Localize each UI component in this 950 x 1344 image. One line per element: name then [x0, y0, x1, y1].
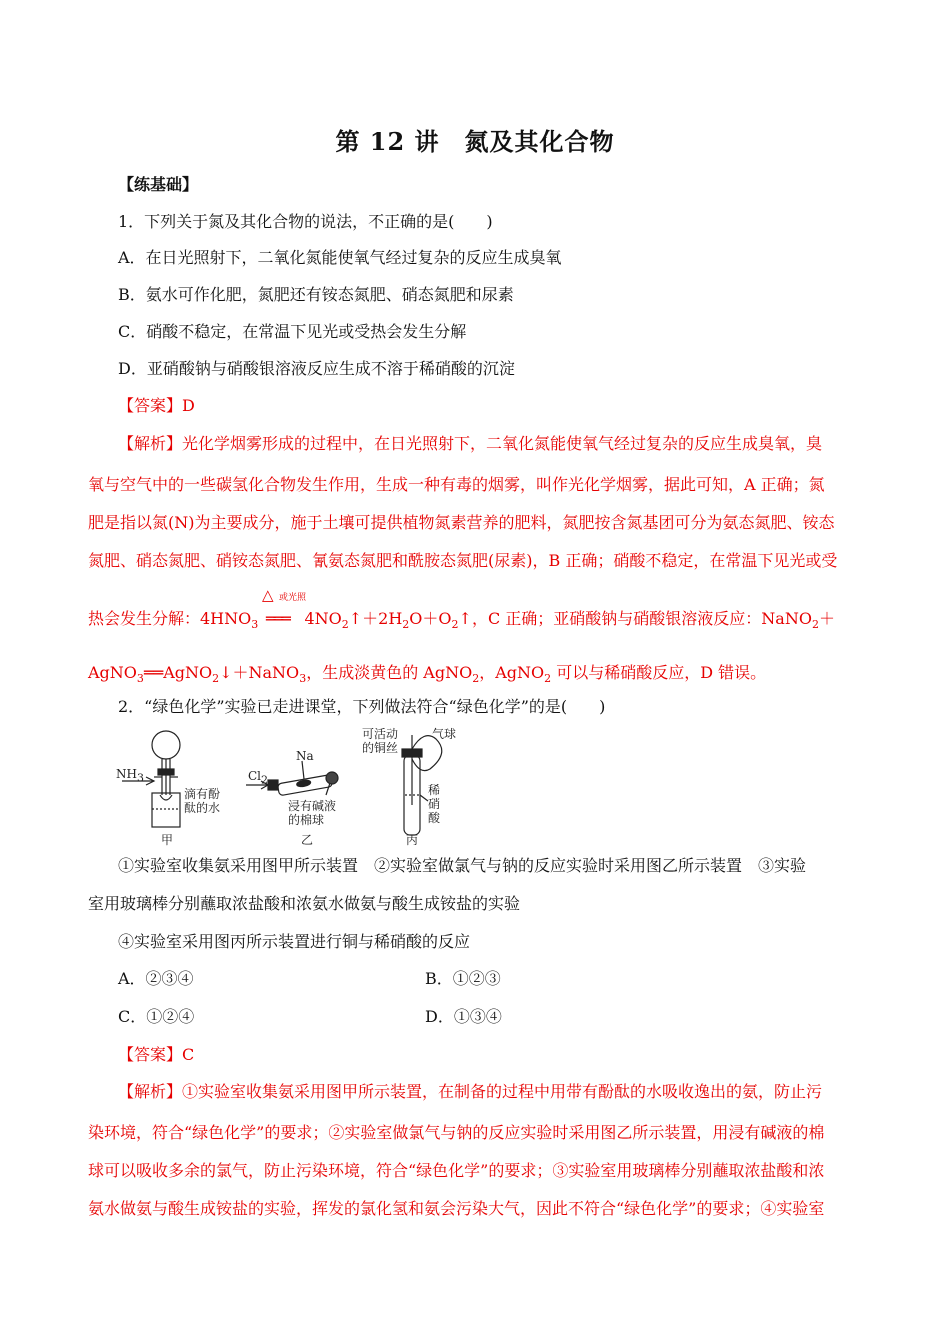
cl2-label: $Cl_2$ [248, 769, 269, 787]
q1-option-a: A．在日光照射下，二氧化氮能使氧气经过复杂的反应生成臭氧 [118, 248, 562, 267]
cotton-label-1: 浸有碱液 [288, 799, 337, 813]
eq-products: $4NO_2↑+2H_2O+O_2↑$ [304, 609, 472, 632]
q2-option-c: C．①②④ [118, 1007, 195, 1026]
q2-statement-2: 室用玻璃棒分别蘸取浓盐酸和浓氨水做氨与酸生成铵盐的实验 [88, 894, 521, 913]
q2-statement-3: ④实验室采用图丙所示装置进行铜与稀硝酸的反应 [118, 932, 471, 951]
eq-prefix: 热会发生分解：4HNO [88, 609, 252, 628]
q2-figure [116, 725, 466, 845]
q1-explanation-line-3: 肥是指以氮(N)为主要成分，施于土壤可提供植物氮素营养的肥料，氮肥按含氮基团可分为氨态氮肥、铵态 [88, 513, 835, 532]
q2-explanation-line-3: 球可以吸收多余的氯气，防止污染环境，符合“绿色化学”的要求；③实验室用玻璃棒分别蘸取浓盐酸和浓 [88, 1161, 825, 1180]
acid-label-3: 酸 [428, 811, 441, 825]
q1-answer: 【答案】D [118, 396, 195, 415]
acid-label-2: 硝 [428, 797, 441, 811]
q2-option-a: A．②③④ [118, 969, 194, 988]
nh3-label: $NH_3$ [116, 767, 144, 785]
acid-label-1: 稀 [428, 783, 441, 797]
eq-sub-3: 3 [251, 618, 259, 632]
q2-answer: 【答案】C [118, 1045, 195, 1064]
phenol-water-label-1: 滴有酚 [184, 787, 221, 801]
eq-rest: ，C 正确；亚硝酸钠与硝酸银溶液反应：NaNO [471, 609, 812, 628]
q2-explanation-line-4: 氨水做氨与酸生成铵盐的实验，挥发的氯化氢和氨会污染大气，因此不符合“绿色化学”的要求；④实验室 [88, 1199, 825, 1218]
q1-stem: 1．下列关于氮及其化合物的说法，不正确的是( ) [118, 212, 493, 231]
balloon-label: 气球 [432, 727, 457, 741]
q2-stem: 2．“绿色化学”实验已走进课堂，下列做法符合“绿色化学”的是( ) [118, 697, 606, 716]
phenol-water-label-2: 酞的水 [184, 801, 221, 815]
page-title: 第 12 讲 氮及其化合物 [335, 127, 615, 156]
q1-equation-line: 热会发生分解：$4HNO_3$ ═══ $4NO_2↑+2H_2O+O_2↑$，C 正确；亚硝酸钠与硝酸银溶液反应：NaNO$_2$＋ [88, 606, 868, 631]
heat-triangle-icon: △ [262, 586, 274, 604]
section-heading: 【练基础】 [118, 175, 199, 194]
caption-c: 丙 [406, 833, 419, 847]
q2-explanation-line-1: 【解析】①实验室收集氨采用图甲所示装置，在制备的过程中用带有酚酞的水吸收逸出的氨，防止污 [118, 1082, 823, 1101]
q2-option-d: D．①③④ [425, 1007, 502, 1026]
q1-explanation-line-4: 氮肥、硝态氮肥、硝铵态氮肥、氰氨态氮肥和酰胺态氮肥(尿素)，B 正确；硝酸不稳定，在常温下见光或受 [88, 551, 838, 570]
q1-option-b: B．氨水可作化肥，氮肥还有铵态氮肥、硝态氮肥和尿素 [118, 285, 514, 304]
caption-a: 甲 [161, 833, 174, 847]
q1-explanation-last: AgNO$_3$══AgNO$_2$↓＋NaNO$_3$，生成淡黄色的 AgNO$_2$，AgNO$_2$ 可以与稀硝酸反应，D 错误。 [88, 663, 767, 686]
eq-condition: 或光照 [279, 593, 307, 603]
wire-label-2: 的铜丝 [362, 741, 399, 755]
eq-arrow: ═══ [265, 609, 289, 628]
q2-statement-1: ①实验室收集氨采用图甲所示装置 ②实验室做氯气与钠的反应实验时采用图乙所示装置 ③实验 [118, 856, 807, 875]
cotton-label-2: 的棉球 [288, 813, 325, 827]
caption-b: 乙 [301, 833, 314, 847]
q1-explanation-line-2: 氧与空气中的一些碳氢化合物发生作用，生成一种有毒的烟雾，叫作光化学烟雾，据此可知，A 正确；氮 [88, 475, 825, 494]
wire-label-1: 可活动 [362, 727, 399, 741]
q2-explanation-line-2: 染环境，符合“绿色化学”的要求；②实验室做氯气与钠的反应实验时采用图乙所示装置，用浸有碱液的棉 [88, 1123, 825, 1142]
q1-option-d: D．亚硝酸钠与硝酸银溶液反应生成不溶于稀硝酸的沉淀 [118, 359, 515, 378]
na-label: Na [296, 749, 314, 763]
q1-option-c: C．硝酸不稳定，在常温下见光或受热会发生分解 [118, 322, 467, 341]
q2-option-b: B．①②③ [425, 969, 501, 988]
q1-explanation-line-1: 【解析】光化学烟雾形成的过程中，在日光照射下，二氧化氮能使氧气经过复杂的反应生成臭氧，臭 [118, 434, 823, 453]
